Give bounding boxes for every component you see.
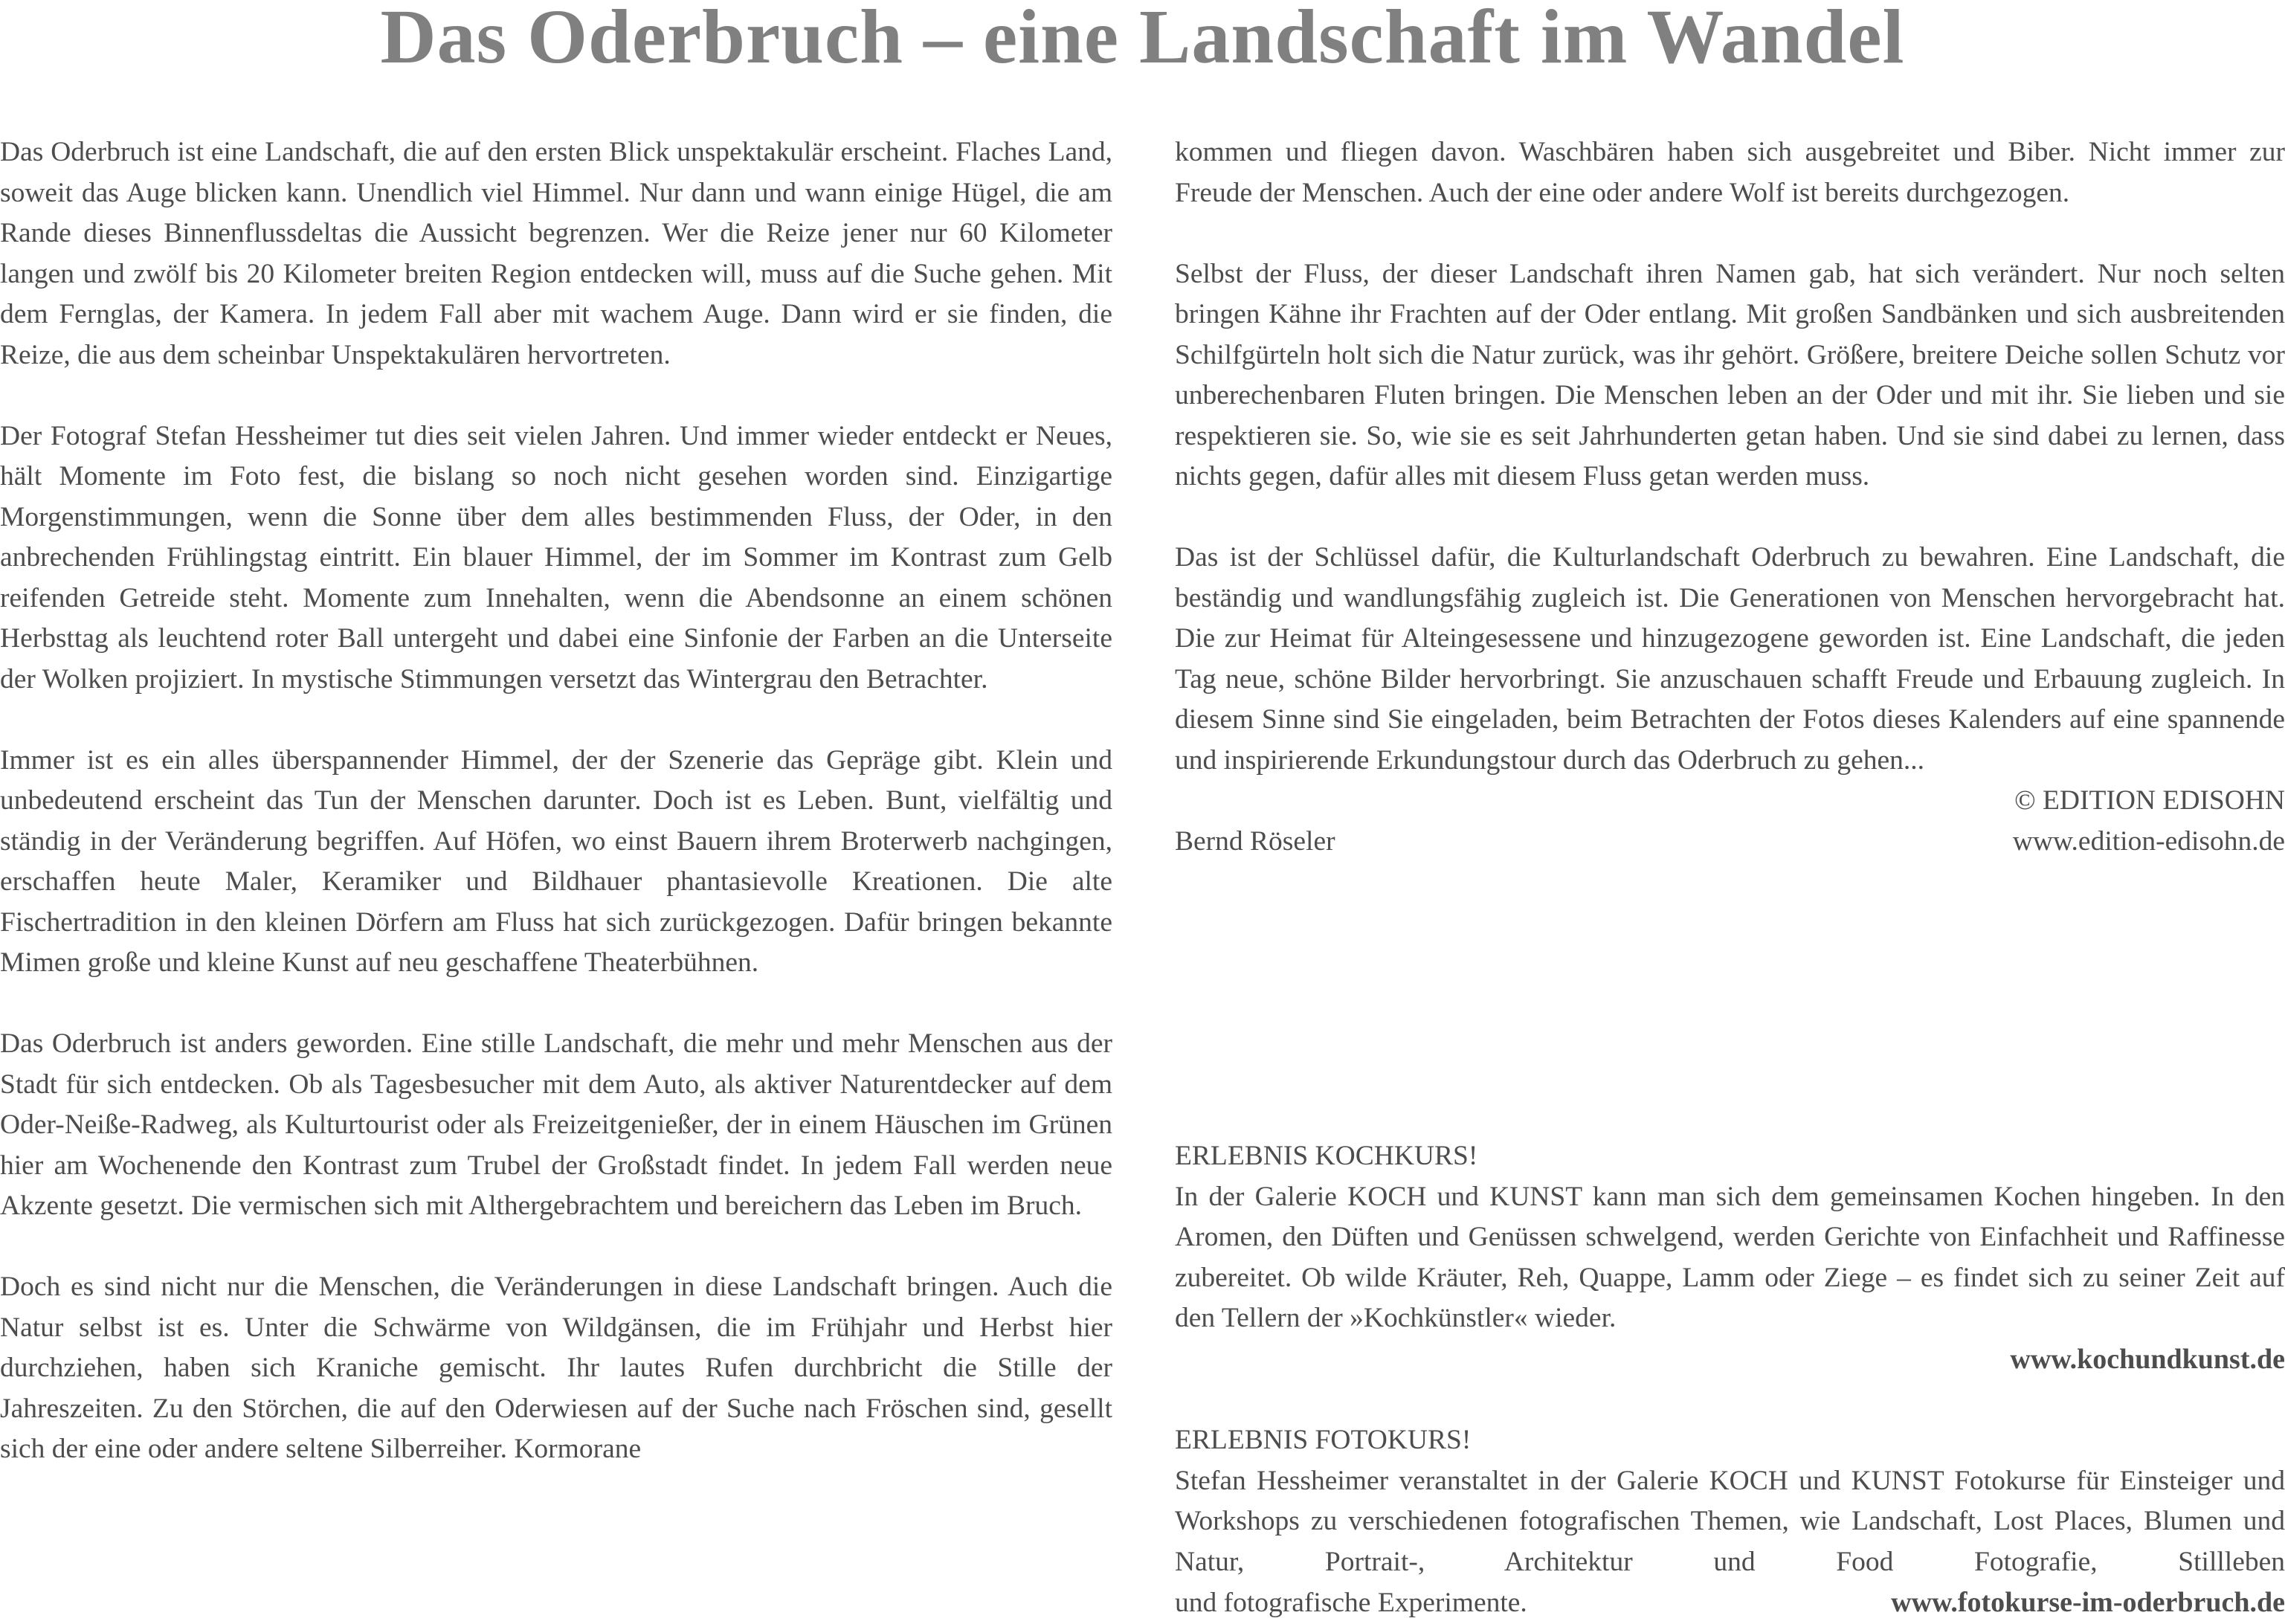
author-name: Bernd Röseler	[1175, 825, 1335, 857]
fotokurs-section	[1175, 1420, 2285, 1624]
kochkurs-section	[1175, 1136, 2285, 1379]
kochkurs-heading: ERLEBNIS KOCHKURS!	[1175, 1141, 1478, 1171]
left-column	[0, 132, 1112, 1470]
kochkurs-url[interactable]: www.kochundkunst.de	[2010, 1343, 2285, 1375]
fotokurs-text-end: und fotografische Experimente.	[1175, 1588, 1527, 1618]
paragraph-sky: Immer ist es ein alles überspannender Himmel, der der Szenerie das Gepräge gibt. Klein und unbedeutend erscheint das Tun der Menschen darunter. Doch ist es Leben. Bunt, vielfältig und ständig in der Veränderung begriffen. Auf Höfen, wo einst Bauern ihrem Broterwerb nachgingen, erschaffen heute Maler, Keramiker und Bildhauer phantasievolle Kreationen. Die alte Fischertradition in den kleinen Dörfern am Fluss hat sich zurückgezogen. Dafür bringen bekannte Mimen große und kleine Kunst auf neu geschaffene Theaterbühnen.	[0, 744, 1112, 978]
paragraph-photographer: Der Fotograf Stefan Hessheimer tut dies seit vielen Jahren. Und immer wieder entdeckt er Neues, hält Momente im Foto fest, die bislang so noch nicht gesehen worden sind. Einzigartige Morgenstimmungen, wenn die Sonne über dem alles bestimmenden Fluss, der Oder, in den anbrechenden Frühlingstag eintritt. Ein blauer Himmel, der im Sommer im Kontrast zum Gelb reifenden Getreide steht. Momente zum Innehalten, wenn die Abendsonne an einem schönen Herbsttag als leuchtend roter Ball untergeht und dabei eine Sinfonie der Farben an die Unterseite der Wolken projiziert. In mystische Stimmungen versetzt das Wintergrau den Betrachter.	[0, 420, 1112, 695]
paragraph-conclusion: Das ist der Schlüssel dafür, die Kulturlandschaft Oderbruch zu bewahren. Eine Landschaft, die beständig und wandlungsfähig zugleich ist. Die Generationen von Menschen hervorgebracht hat. Die zur Heimat für Alteingesessene und hinzugezogene geworden ist. Eine Landschaft, die jeden Tag neue, schöne Bilder hervorbringt. Sie anzuschauen schafft Freude und Erbauung zugleich. In diesem Sinne sind Sie eingeladen, beim Betrachten der Fotos dieses Kalenders auf eine spannende und inspirierende Erkundungstour durch das Oderbruch zu gehen...	[1175, 542, 2285, 776]
copyright-notice: © EDITION EDISOHN	[2014, 785, 2285, 816]
paragraph-intro: Das Oderbruch ist eine Landschaft, die auf den ersten Blick unspektakulär erscheint. Flaches Land, soweit das Auge blicken kann. Unendlich viel Himmel. Nur dann und wann einige Hügel, die am Rande dieses Binnenflussdeltas die Aussicht begrenzen. Wer die Reize jener nur 60 Kilometer langen und zwölf bis 20 Kilometer breiten Region entdecken will, muss auf die Suche gehen. Mit dem Fernglas, der Kamera. In jedem Fall aber mit wachem Auge. Dann wird er sie finden, die Reize, die aus dem scheinbar Unspektakulären hervortreten.	[0, 137, 1112, 370]
paragraph-animals: kommen und fliegen davon. Waschbären haben sich ausgebreitet und Biber. Nicht immer zur Freude der Menschen. Auch der eine oder andere Wolf ist bereits durchgezogen.	[1175, 137, 2285, 208]
paragraph-river: Selbst der Fluss, der dieser Landschaft ihren Namen gab, hat sich verändert. Nur noch selten bringen Kähne ihr Frachten auf der Oder entlang. Mit großen Sandbänken und sich ausbreitenden Schilfgürteln holt sich die Natur zurück, was ihr gehört. Größere, breitere Deiche sollen Schutz vor unberechenbaren Fluten bringen. Die Menschen leben an der Oder und mit ihr. Sie lieben und sie respektieren sie. So, wie sie es seit Jahrhunderten getan haben. Und sie sind dabei zu lernen, dass nichts gegen, dafür alles mit diesem Fluss getan werden muss.	[1175, 258, 2285, 492]
paragraph-nature: Doch es sind nicht nur die Menschen, die Veränderungen in diese Landschaft bringen. Auch die Natur selbst ist es. Unter die Schwärme von Wildgänsen, die im Frühjahr und Herbst hier durchziehen, haben sich Kraniche gemischt. Ihr lautes Rufen durchbricht die Stille der Jahreszeiten. Zu den Störchen, die auf den Oderwiesen auf der Suche nach Fröschen sind, gesellt sich der eine oder andere seltene Silberreiher. Kormorane	[0, 1272, 1112, 1464]
fotokurs-heading: ERLEBNIS FOTOKURS!	[1175, 1425, 1472, 1455]
fotokurs-text: Stefan Hessheimer veranstaltet in der Galerie KOCH und KUNST Fotokurse für Einsteiger und Workshops zu verschiedenen fotografischen Themen, wie Landschaft, Lost Places, Blumen und Natur, Portrait-, Architektur und Food Fotografie, Stillleben	[1175, 1465, 2285, 1577]
right-column	[1175, 132, 2285, 862]
publisher-url[interactable]: www.edition-edisohn.de	[2012, 825, 2285, 857]
kochkurs-text: In der Galerie KOCH und KUNST kann man sich dem gemeinsamen Kochen hingeben. In den Aromen, den Düften und Genüssen schwelgend, werden Gerichte von Einfachheit und Raffinesse zubereitet. Ob wilde Kräuter, Reh, Quappe, Lamm oder Ziege – es findet sich zu seiner Zeit auf den Tellern der »Kochkünstler« wieder.	[1175, 1181, 2285, 1333]
page-title: Das Oderbruch – eine Landschaft im Wandel	[380, 0, 1905, 80]
paragraph-change: Das Oderbruch ist anders geworden. Eine stille Landschaft, die mehr und mehr Menschen aus der Stadt für sich entdecken. Ob als Tagesbesucher mit dem Auto, als aktiver Naturentdecker auf dem Oder-Neiße-Radweg, als Kulturtourist oder als Freizeitgenießer, der in einem Häuschen im Grünen hier am Wochenende den Kontrast zum Trubel der Großstadt findet. In jedem Fall werden neue Akzente gesetzt. Die vermischen sich mit Althergebrachtem und bereichern das Leben im Bruch.	[0, 1028, 1112, 1221]
credit-row	[1175, 822, 2285, 863]
fotokurs-url[interactable]: www.fotokurse-im-oderbruch.de	[1891, 1587, 2285, 1618]
fotokurs-last-line	[1175, 1582, 2285, 1624]
